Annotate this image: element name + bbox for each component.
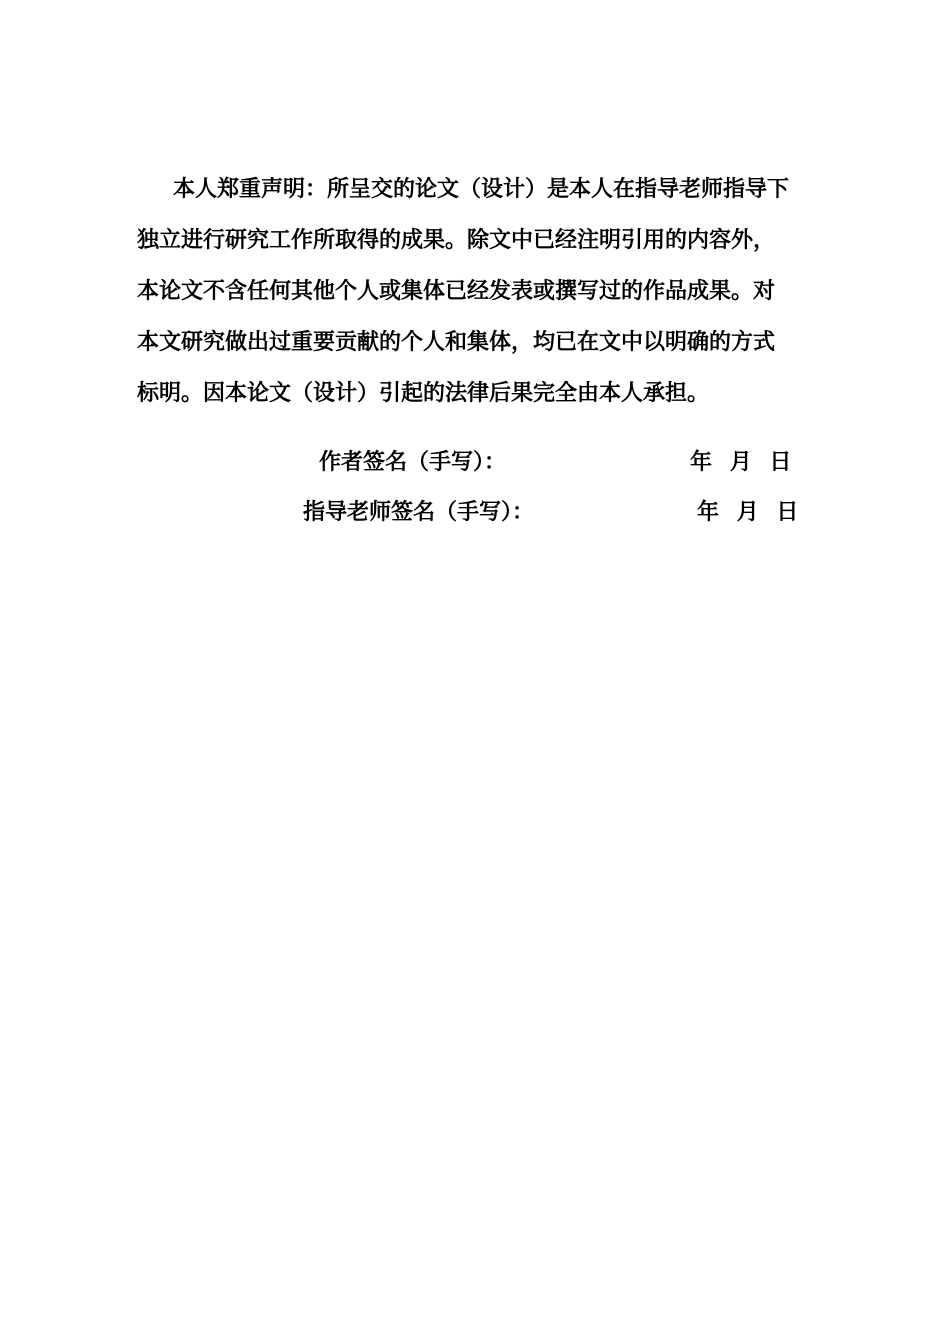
author-date-day: 日: [769, 450, 792, 475]
author-signature-row: [319, 443, 799, 483]
advisor-date-day: 日: [776, 500, 799, 525]
advisor-date-month: 月: [736, 500, 759, 525]
declaration-paragraph: [137, 164, 841, 419]
declaration-line-4: 本文研究做出过重要贡献的个人和集体，均已在文中以明确的方式: [137, 330, 776, 355]
author-date-year: 年: [690, 450, 713, 475]
author-signature-label: 作者签名（手写）：: [319, 450, 507, 475]
declaration-line-3: 本论文不含任何其他个人或集体已经发表或撰写过的作品成果。对: [137, 279, 776, 304]
author-signature-date: [690, 443, 791, 483]
advisor-signature-label: 指导老师签名（手写）：: [303, 500, 535, 525]
declaration-line-2: 独立进行研究工作所取得的成果。除文中已经注明引用的内容外，: [137, 228, 776, 253]
author-date-month: 月: [729, 450, 752, 475]
declaration-line-5: 标明。因本论文（设计）引起的法律后果完全由本人承担。: [137, 381, 710, 406]
advisor-date-year: 年: [697, 500, 720, 525]
declaration-line-1: 本人郑重声明：所呈交的论文（设计）是本人在指导老师指导下: [173, 177, 790, 202]
advisor-signature-row: [303, 493, 803, 533]
advisor-signature-date: [697, 493, 798, 533]
